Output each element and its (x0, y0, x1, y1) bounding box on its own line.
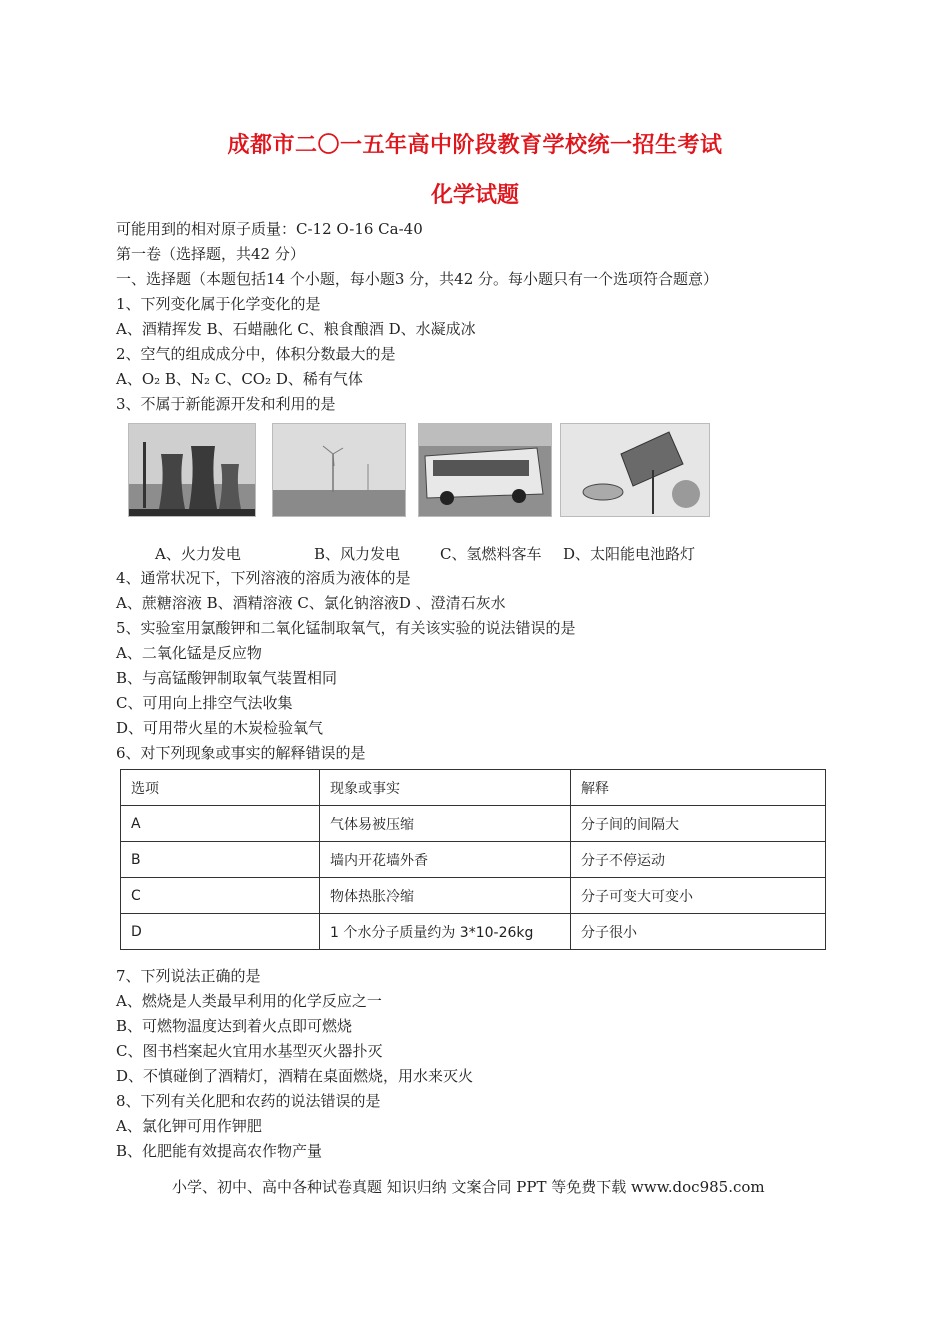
question-6: 6、对下列现象或事实的解释错误的是 (116, 744, 366, 762)
table-cell: 分子很小 (571, 914, 826, 950)
table-row (121, 842, 826, 878)
page-footer: 小学、初中、高中各种试卷真题 知识归纳 文案合同 PPT 等免费下载 www.doc985.com (172, 1178, 765, 1196)
table-cell: 分子间的间隔大 (571, 806, 826, 842)
question-4-options: A、蔗糖溶液 B、酒精溶液 C、氯化钠溶液D 、澄清石灰水 (116, 594, 506, 612)
power-plant-cooling-towers-photo (128, 423, 256, 517)
question-5: 5、实验室用氯酸钾和二氧化锰制取氧气，有关该实验的说法错误的是 (116, 619, 576, 637)
table-cell: A (121, 806, 320, 842)
hydrogen-bus-photo (418, 423, 552, 517)
question-3: 3、不属于新能源开发和利用的是 (116, 395, 336, 413)
question-7-option-d: D、不慎碰倒了酒精灯，酒精在桌面燃烧，用水来灭火 (116, 1067, 474, 1085)
wind-turbines-photo (272, 423, 406, 517)
table-cell: 1 个水分子质量约为 3*10-26kg (320, 914, 571, 950)
exam-subtitle: 化学试题 (430, 183, 519, 208)
exam-title: 成都市二〇一五年高中阶段教育学校统一招生考试 (227, 133, 723, 158)
question-7-option-b: B、可燃物温度达到着火点即可燃烧 (116, 1017, 353, 1035)
question-8: 8、下列有关化肥和农药的说法错误的是 (116, 1092, 381, 1110)
table-row (121, 878, 826, 914)
table-row (121, 914, 826, 950)
question-5-option-a: A、二氧化锰是反应物 (116, 644, 262, 662)
q3-option-c: C、氢燃料客车 (440, 545, 542, 563)
question-1-options: A、酒精挥发 B、石蜡融化 C、粮食酿酒 D、水凝成冰 (116, 320, 476, 338)
q3-option-d: D、太阳能电池路灯 (563, 545, 696, 563)
table-cell: 分子可变大可变小 (571, 878, 826, 914)
q3-option-a: A、火力发电 (155, 545, 241, 563)
question-1: 1、下列变化属于化学变化的是 (116, 295, 321, 313)
table-row (121, 806, 826, 842)
atomic-mass-line: 可能用到的相对原子质量：C-12 O-16 Ca-40 (116, 220, 423, 238)
question-5-option-d: D、可用带火星的木炭检验氧气 (116, 719, 324, 737)
question-2-options: A、O₂ B、N₂ C、CO₂ D、稀有气体 (116, 370, 363, 388)
question-5-option-c: C、可用向上排空气法收集 (116, 694, 293, 712)
question-6-table (120, 769, 826, 950)
table-cell: 气体易被压缩 (320, 806, 571, 842)
table-cell: D (121, 914, 320, 950)
question-5-option-b: B、与高锰酸钾制取氧气装置相同 (116, 669, 338, 687)
table-header-cell: 现象或事实 (320, 770, 571, 806)
table-cell: B (121, 842, 320, 878)
question-7-option-c: C、图书档案起火宜用水基型灭火器扑灭 (116, 1042, 383, 1060)
table-cell: 分子不停运动 (571, 842, 826, 878)
table-cell: 物体热胀冷缩 (320, 878, 571, 914)
table-header-row (121, 770, 826, 806)
table-header-cell: 解释 (571, 770, 826, 806)
question-2: 2、空气的组成成分中，体积分数最大的是 (116, 345, 396, 363)
question-7-option-a: A、燃烧是人类最早利用的化学反应之一 (116, 992, 382, 1010)
question-4: 4、通常状况下，下列溶液的溶质为液体的是 (116, 569, 411, 587)
section-heading: 第一卷（选择题，共42 分） (116, 245, 305, 263)
solar-street-lamp-photo (560, 423, 710, 517)
question-8-option-b: B、化肥能有效提高农作物产量 (116, 1142, 323, 1160)
q3-option-b: B、风力发电 (314, 545, 401, 563)
question-8-option-a: A、氯化钾可用作钾肥 (116, 1117, 262, 1135)
table-header-cell: 选项 (121, 770, 320, 806)
table-cell: C (121, 878, 320, 914)
table-cell: 墙内开花墙外香 (320, 842, 571, 878)
question-7: 7、下列说法正确的是 (116, 967, 261, 985)
instructions-line: 一、选择题（本题包括14 个小题，每小题3 分，共42 分。每小题只有一个选项符合题意） (116, 270, 719, 288)
